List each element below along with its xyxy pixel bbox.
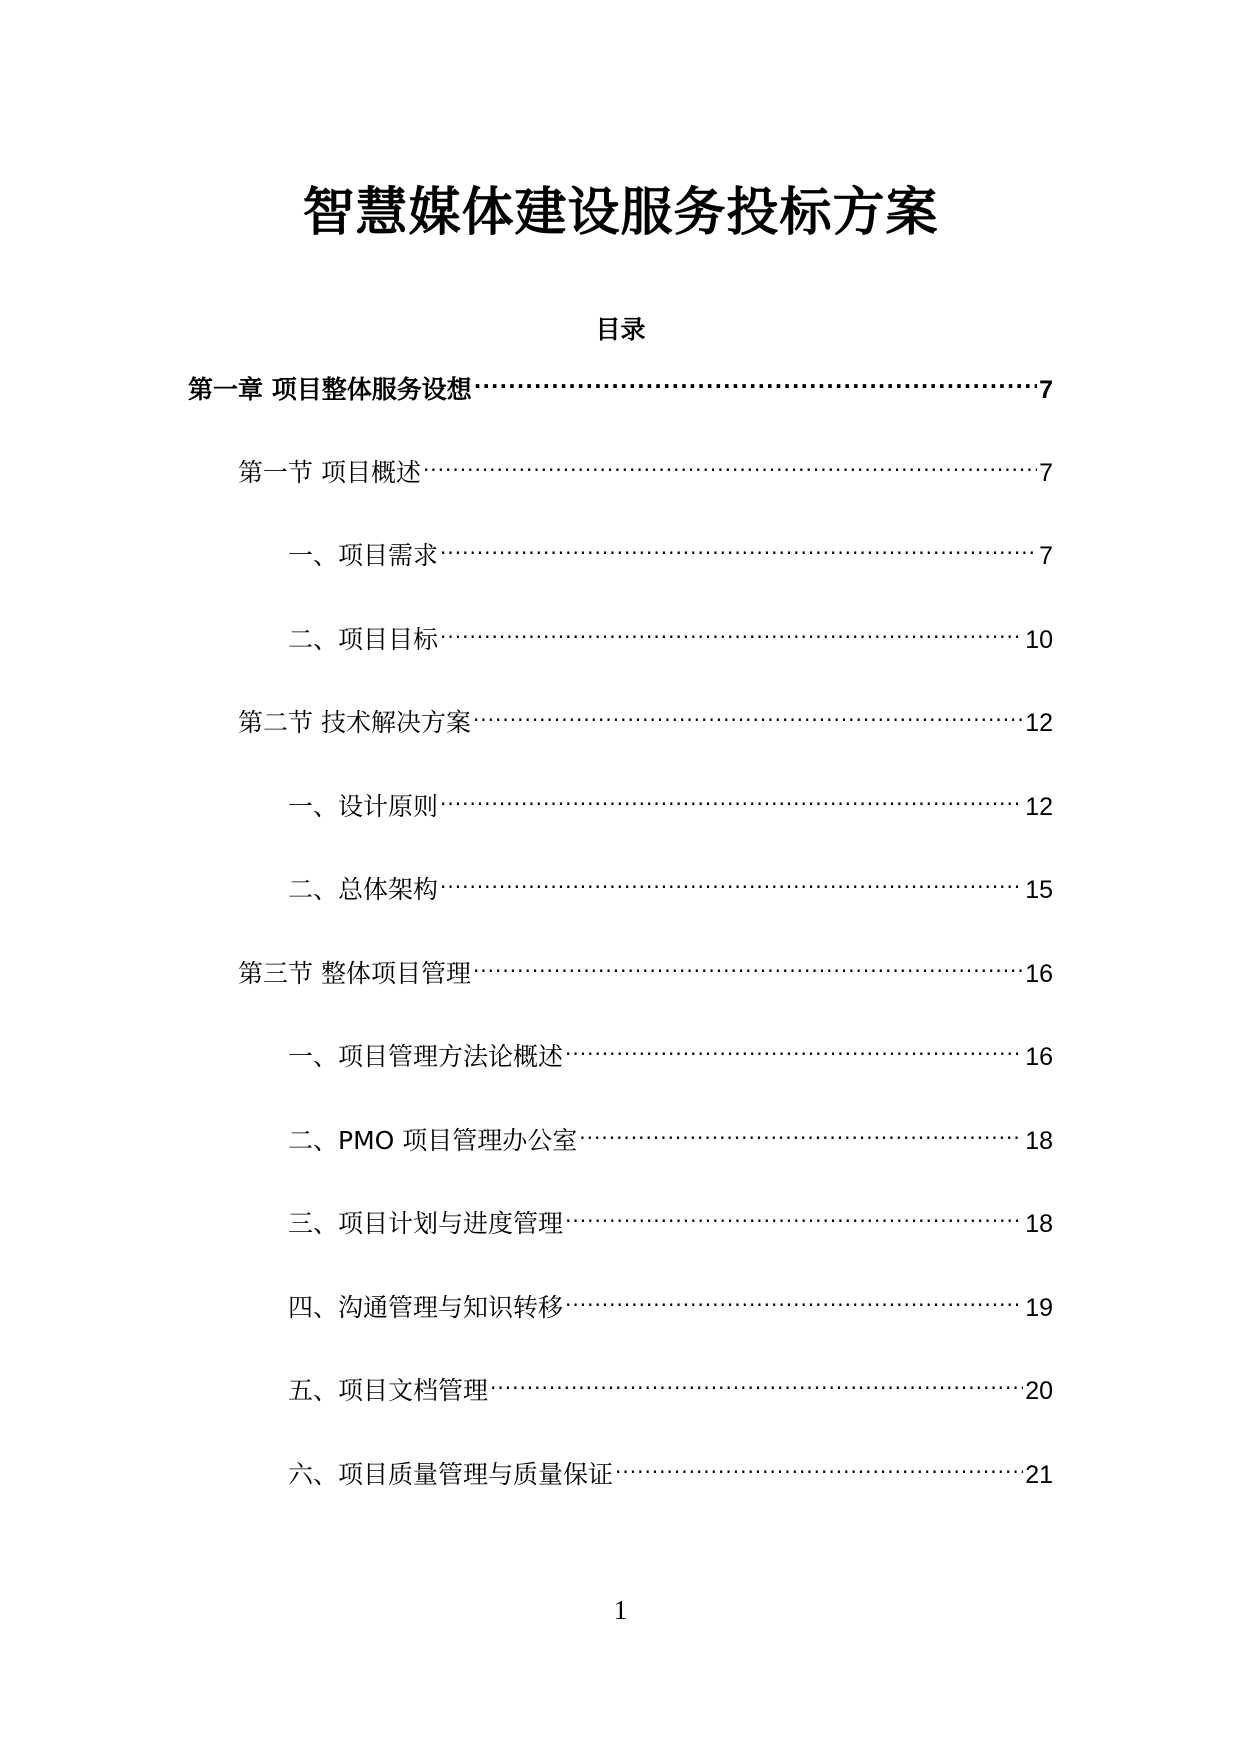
toc-entry-item[interactable] [288, 538, 1053, 574]
toc-entry-item[interactable] [288, 789, 1053, 825]
toc-entry-item[interactable] [288, 872, 1053, 908]
toc-entry-page: 10 [1025, 626, 1053, 654]
toc-entry-item[interactable] [288, 1290, 1053, 1326]
toc-entry-item[interactable] [288, 1206, 1053, 1242]
toc-entry-page: 16 [1025, 1043, 1053, 1071]
toc-entry-label: 第一节 项目概述 [238, 458, 421, 487]
toc-entry-section-3[interactable] [238, 956, 1053, 992]
toc-entry-label: 四、沟通管理与知识转移 [288, 1293, 564, 1322]
toc-entry-page: 21 [1025, 1461, 1053, 1489]
toc-leader-dots [440, 790, 1023, 815]
toc-leader-dots [565, 1291, 1023, 1316]
toc-entry-chapter-1[interactable] [188, 372, 1053, 408]
toc-entry-label: 一、项目管理方法论概述 [288, 1042, 564, 1071]
toc-heading: 目录 [595, 315, 646, 344]
toc-entry-page: 19 [1025, 1294, 1053, 1322]
toc-leader-dots [473, 957, 1023, 982]
toc-leader-dots [440, 539, 1037, 564]
toc-entry-label: 第二节 技术解决方案 [238, 708, 471, 737]
toc-entry-page: 18 [1025, 1210, 1053, 1238]
toc-entry-item[interactable] [288, 1123, 1053, 1159]
toc-entry-page: 16 [1025, 960, 1053, 988]
toc-entry-page: 18 [1025, 1127, 1053, 1155]
toc-leader-dots [565, 1040, 1023, 1065]
toc-entry-page: 12 [1025, 793, 1053, 821]
toc-entry-label: 三、项目计划与进度管理 [288, 1209, 564, 1238]
toc-leader-dots [565, 1207, 1023, 1232]
toc-entry-label: 第三节 整体项目管理 [238, 959, 471, 988]
document-title: 智慧媒体建设服务投标方案 [302, 183, 939, 243]
toc-entry-label: 第一章 项目整体服务设想 [188, 375, 472, 404]
toc-entry-page: 7 [1039, 542, 1053, 570]
toc-entry-item[interactable] [288, 1373, 1053, 1409]
toc-leader-dots [579, 1124, 1023, 1149]
toc-leader-dots [615, 1458, 1023, 1483]
toc-entry-page: 12 [1025, 709, 1053, 737]
toc-entry-label: 二、总体架构 [288, 875, 439, 904]
toc-entry-page: 7 [1039, 459, 1053, 487]
toc-entry-page: 7 [1039, 376, 1053, 404]
toc-entry-section-2[interactable] [238, 705, 1053, 741]
toc-entry-page: 15 [1025, 876, 1053, 904]
toc-entry-section-1[interactable] [238, 455, 1053, 491]
toc-entry-page: 20 [1025, 1377, 1053, 1405]
toc-entry-item[interactable] [288, 622, 1053, 658]
toc-entry-label: 二、项目目标 [288, 625, 439, 654]
toc-entry-label: 二、PMO 项目管理办公室 [288, 1126, 578, 1155]
toc-entry-label: 六、项目质量管理与质量保证 [288, 1460, 614, 1489]
toc-leader-dots [423, 456, 1037, 481]
toc-entry-label: 一、设计原则 [288, 792, 439, 821]
toc-leader-dots [473, 706, 1023, 731]
page-number: 1 [613, 1595, 628, 1625]
toc-leader-dots [474, 373, 1037, 398]
toc-leader-dots [440, 873, 1023, 898]
toc-entry-label: 一、项目需求 [288, 541, 439, 570]
toc-leader-dots [440, 623, 1023, 648]
toc-entry-label: 五、项目文档管理 [288, 1376, 489, 1405]
toc-leader-dots [490, 1374, 1023, 1399]
toc-entry-item[interactable] [288, 1039, 1053, 1075]
toc-entry-item[interactable] [288, 1457, 1053, 1493]
